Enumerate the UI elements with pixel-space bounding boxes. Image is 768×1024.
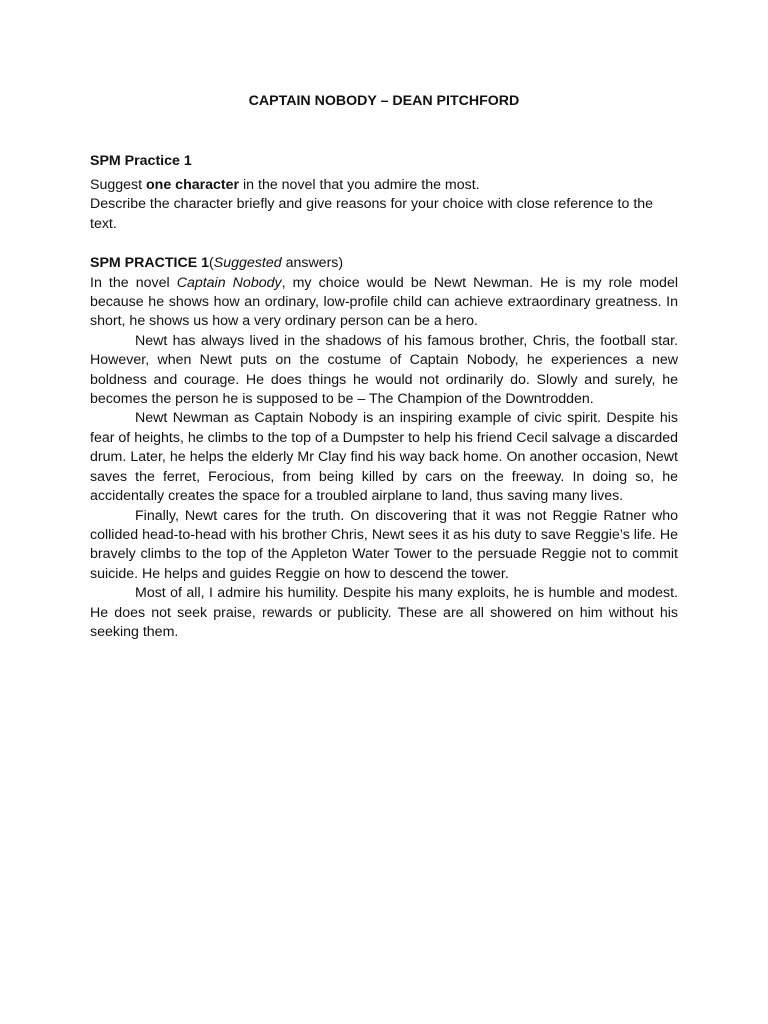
p1-suffix: , my choice would be Newt Newman. He is my role model because he shows how an ordinary, low-profile child can achieve extraordinary greatness. In short, he shows us how a very ordinary person can be a hero. — [90, 274, 678, 330]
answer-heading-label: SPM PRACTICE 1 — [90, 255, 210, 272]
practice-heading: SPM Practice 1 — [90, 153, 192, 169]
document-title: CAPTAIN NOBODY – DEAN PITCHFORD — [248, 93, 520, 109]
answer-paragraph-4: Finally, Newt cares for the truth. On discovering that it was not Reggie Ratner who collided head-to-head with his brother Chris, Newt sees it as his duty to save Reggie’s life. He bravely climbs to the top of the Appleton Water Tower to the persuade Reggie not to commit suicide. He helps and guides Reggie on how to descend the tower. — [90, 507, 678, 582]
answer-heading-suggested: Suggested — [213, 255, 282, 272]
answer-heading — [90, 254, 678, 273]
document-body — [90, 92, 678, 642]
question-line-1 — [90, 176, 678, 195]
p1-prefix: In the novel — [90, 274, 177, 291]
answer-paragraph-1 — [90, 274, 678, 332]
answer-heading-open-paren: ( — [209, 255, 214, 272]
answer-paragraph-5: Most of all, I admire his humility. Despite his many exploits, he is humble and modest. He does not seek praise, rewards or publicity. These are all showered on him without his seeking them. — [90, 585, 678, 640]
answer-paragraph-3: Newt Newman as Captain Nobody is an inspiring example of civic spirit. Despite his fear of heights, he climbs to the top of a Dumpster to help his friend Cecil salvage a discarded drum. Later, he helps the elderly Mr Clay find his way back home. On another occasion, Newt saves the ferret, Ferocious, from being killed by cars on the freeway. In doing so, he accidentally creates the space for a troubled airplane to land, thus saving many lives. — [90, 410, 678, 505]
question-block — [90, 176, 678, 234]
question-prefix: Suggest — [90, 177, 147, 193]
novel-title: Captain Nobody — [176, 274, 282, 291]
question-emphasis: one character — [146, 177, 240, 193]
answer-paragraph-2: Newt has always lived in the shadows of his famous brother, Chris, the football star. However, when Newt puts on the costume of Captain Nobody, he experiences a new boldness and courage. He does things he would not ordinarily do. Slowly and surely, he becomes the person he is supposed to be – The Champion of the Downtrodden. — [90, 332, 678, 408]
question-suffix: in the novel that you admire the most. — [239, 177, 480, 193]
answer-block — [90, 274, 678, 643]
question-line-2: Describe the character briefly and give reasons for your choice with close reference to the text. — [90, 196, 654, 232]
answer-heading-rest: answers) — [281, 255, 344, 272]
